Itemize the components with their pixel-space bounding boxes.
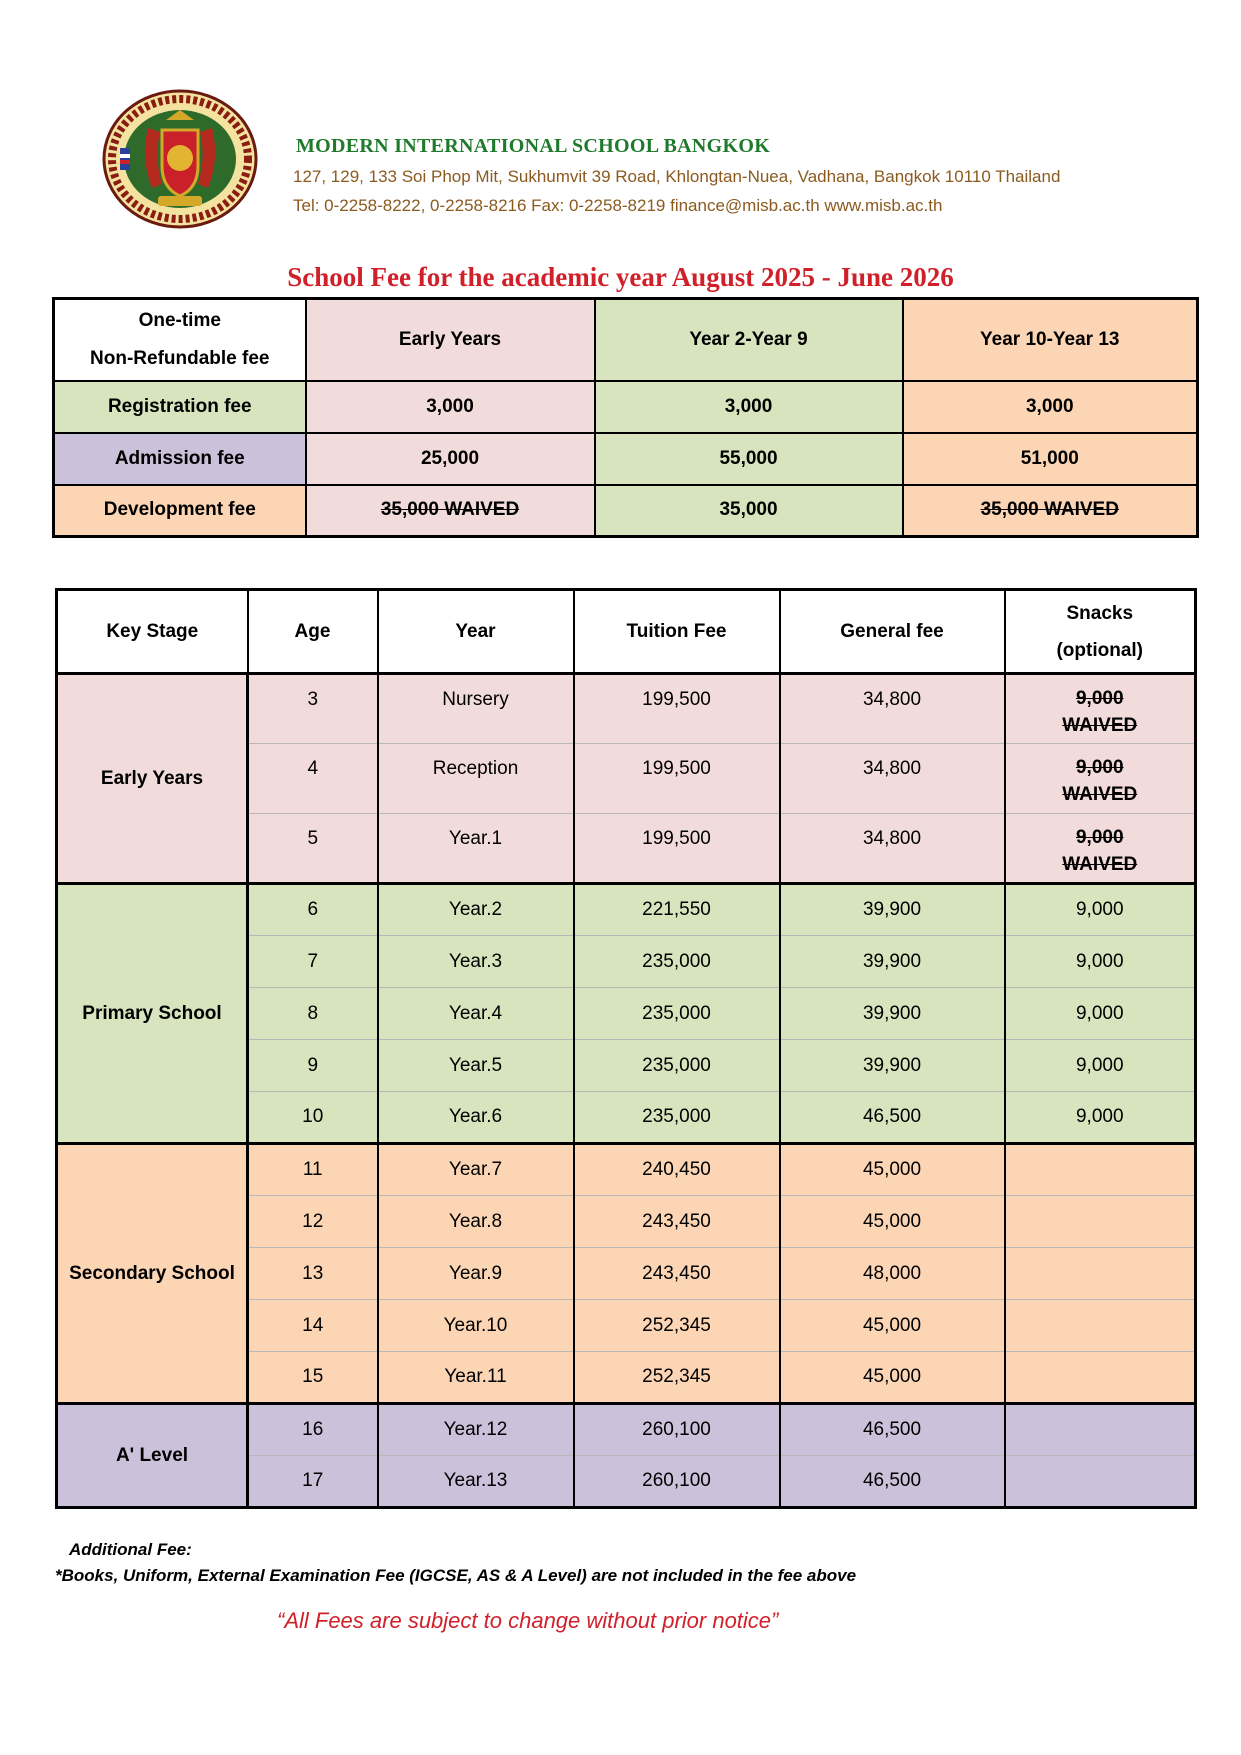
cell-snack-waived bbox=[1005, 744, 1196, 814]
cell-age: 15 bbox=[248, 1352, 378, 1404]
cell-year: Year.9 bbox=[378, 1248, 574, 1300]
cell-tuition: 221,550 bbox=[574, 884, 780, 936]
row-label: Registration fee bbox=[54, 381, 306, 433]
cell-tuition: 252,345 bbox=[574, 1300, 780, 1352]
cell-tuition: 260,100 bbox=[574, 1404, 780, 1456]
cell-mid: 3,000 bbox=[595, 381, 903, 433]
onetime-header-line1: One-time bbox=[138, 309, 221, 331]
table-row bbox=[57, 674, 1196, 744]
key-stage-early-years: Early Years bbox=[57, 674, 248, 884]
cell-senior-waived: 35,000 WAIVED bbox=[903, 485, 1198, 537]
cell-age: 12 bbox=[248, 1196, 378, 1248]
onetime-row-admission bbox=[54, 433, 1198, 485]
school-contact: Tel: 0-2258-8222, 0-2258-8216 Fax: 0-2258-8219 finance@misb.ac.th www.misb.ac.th bbox=[293, 196, 943, 215]
onetime-header-early: Early Years bbox=[306, 299, 595, 381]
onetime-row-registration bbox=[54, 381, 1198, 433]
cell-age: 4 bbox=[248, 744, 378, 814]
header-key-stage: Key Stage bbox=[57, 590, 248, 674]
fee-change-notice: “All Fees are subject to change without prior notice” bbox=[277, 1608, 779, 1633]
cell-senior: 3,000 bbox=[903, 381, 1198, 433]
row-label: Admission fee bbox=[54, 433, 306, 485]
onetime-header-senior: Year 10-Year 13 bbox=[903, 299, 1198, 381]
cell-general: 46,500 bbox=[780, 1456, 1005, 1508]
cell-age: 16 bbox=[248, 1404, 378, 1456]
page-title: School Fee for the academic year August 2025 - June 2026 bbox=[287, 262, 954, 292]
header-age: Age bbox=[248, 590, 378, 674]
cell-early: 3,000 bbox=[306, 381, 595, 433]
cell-snack bbox=[1005, 1352, 1196, 1404]
cell-general: 39,900 bbox=[780, 936, 1005, 988]
header-tuition: Tuition Fee bbox=[574, 590, 780, 674]
cell-tuition: 235,000 bbox=[574, 988, 780, 1040]
cell-snack-waived bbox=[1005, 814, 1196, 884]
cell-tuition: 260,100 bbox=[574, 1456, 780, 1508]
cell-age: 17 bbox=[248, 1456, 378, 1508]
onetime-header-label bbox=[54, 299, 306, 381]
cell-year: Year.3 bbox=[378, 936, 574, 988]
cell-year: Year.4 bbox=[378, 988, 574, 1040]
cell-age: 13 bbox=[248, 1248, 378, 1300]
snack-strike-note: WAIVED bbox=[1062, 784, 1138, 805]
cell-tuition: 235,000 bbox=[574, 1040, 780, 1092]
cell-general: 39,900 bbox=[780, 1040, 1005, 1092]
cell-snack: 9,000 bbox=[1005, 988, 1196, 1040]
header-general: General fee bbox=[780, 590, 1005, 674]
cell-year: Year.10 bbox=[378, 1300, 574, 1352]
cell-early-waived: 35,000 WAIVED bbox=[306, 485, 595, 537]
cell-year: Year.6 bbox=[378, 1092, 574, 1144]
cell-year: Year.13 bbox=[378, 1456, 574, 1508]
cell-general: 34,800 bbox=[780, 744, 1005, 814]
cell-general: 45,000 bbox=[780, 1300, 1005, 1352]
cell-senior: 51,000 bbox=[903, 433, 1198, 485]
cell-snack bbox=[1005, 1248, 1196, 1300]
cell-age: 6 bbox=[248, 884, 378, 936]
additional-fee-label: Additional Fee: bbox=[69, 1540, 192, 1559]
cell-age: 9 bbox=[248, 1040, 378, 1092]
snack-strike-note: WAIVED bbox=[1062, 854, 1138, 875]
header-snacks bbox=[1005, 590, 1196, 674]
snack-strike-value: 9,000 bbox=[1075, 757, 1124, 778]
cell-general: 34,800 bbox=[780, 814, 1005, 884]
cell-tuition: 199,500 bbox=[574, 814, 780, 884]
cell-mid: 55,000 bbox=[595, 433, 903, 485]
cell-age: 3 bbox=[248, 674, 378, 744]
onetime-fee-table bbox=[52, 297, 1199, 538]
cell-general: 39,900 bbox=[780, 988, 1005, 1040]
cell-year: Year.5 bbox=[378, 1040, 574, 1092]
cell-tuition: 243,450 bbox=[574, 1248, 780, 1300]
header-snacks-line2: (optional) bbox=[1056, 639, 1144, 661]
key-stage-secondary-school: Secondary School bbox=[57, 1144, 248, 1404]
cell-general: 39,900 bbox=[780, 884, 1005, 936]
onetime-header-row bbox=[54, 299, 1198, 381]
cell-tuition: 240,450 bbox=[574, 1144, 780, 1196]
table-row bbox=[57, 1144, 1196, 1196]
cell-general: 46,500 bbox=[780, 1404, 1005, 1456]
onetime-row-development bbox=[54, 485, 1198, 537]
cell-age: 8 bbox=[248, 988, 378, 1040]
cell-general: 48,000 bbox=[780, 1248, 1005, 1300]
snack-strike-value: 9,000 bbox=[1075, 827, 1124, 848]
row-label: Development fee bbox=[54, 485, 306, 537]
cell-age: 7 bbox=[248, 936, 378, 988]
cell-snack: 9,000 bbox=[1005, 1092, 1196, 1144]
cell-age: 11 bbox=[248, 1144, 378, 1196]
school-address: 127, 129, 133 Soi Phop Mit, Sukhumvit 39 Road, Khlongtan-Nuea, Vadhana, Bangkok 10110 Thailand bbox=[293, 167, 1061, 186]
cell-mid: 35,000 bbox=[595, 485, 903, 537]
cell-general: 45,000 bbox=[780, 1352, 1005, 1404]
cell-snack bbox=[1005, 1404, 1196, 1456]
key-stage-primary-school: Primary School bbox=[57, 884, 248, 1144]
cell-year: Reception bbox=[378, 744, 574, 814]
cell-snack-waived bbox=[1005, 674, 1196, 744]
table-row bbox=[57, 1404, 1196, 1456]
cell-snack: 9,000 bbox=[1005, 936, 1196, 988]
tuition-fee-table bbox=[55, 588, 1197, 1509]
fee-exclusions-note: *Books, Uniform, External Examination Fee (IGCSE, AS & A Level) are not included in the fee above bbox=[55, 1566, 857, 1585]
cell-year: Year.7 bbox=[378, 1144, 574, 1196]
header-year: Year bbox=[378, 590, 574, 674]
onetime-header-line2: Non-Refundable fee bbox=[90, 347, 270, 369]
cell-tuition: 243,450 bbox=[574, 1196, 780, 1248]
fee-header-row bbox=[57, 590, 1196, 674]
cell-tuition: 199,500 bbox=[574, 674, 780, 744]
cell-age: 10 bbox=[248, 1092, 378, 1144]
cell-age: 5 bbox=[248, 814, 378, 884]
cell-general: 46,500 bbox=[780, 1092, 1005, 1144]
cell-snack: 9,000 bbox=[1005, 1040, 1196, 1092]
cell-year: Year.2 bbox=[378, 884, 574, 936]
snack-strike-value: 9,000 bbox=[1075, 688, 1124, 709]
cell-snack: 9,000 bbox=[1005, 884, 1196, 936]
cell-age: 14 bbox=[248, 1300, 378, 1352]
cell-general: 34,800 bbox=[780, 674, 1005, 744]
cell-snack bbox=[1005, 1300, 1196, 1352]
cell-tuition: 199,500 bbox=[574, 744, 780, 814]
cell-year: Year.12 bbox=[378, 1404, 574, 1456]
school-name: MODERN INTERNATIONAL SCHOOL BANGKOK bbox=[296, 135, 771, 157]
cell-tuition: 235,000 bbox=[574, 1092, 780, 1144]
table-row bbox=[57, 884, 1196, 936]
cell-tuition: 252,345 bbox=[574, 1352, 780, 1404]
cell-year: Year.11 bbox=[378, 1352, 574, 1404]
cell-snack bbox=[1005, 1456, 1196, 1508]
school-crest-icon bbox=[100, 88, 260, 230]
cell-year: Year.8 bbox=[378, 1196, 574, 1248]
cell-early: 25,000 bbox=[306, 433, 595, 485]
cell-snack bbox=[1005, 1144, 1196, 1196]
cell-general: 45,000 bbox=[780, 1144, 1005, 1196]
cell-year: Nursery bbox=[378, 674, 574, 744]
cell-tuition: 235,000 bbox=[574, 936, 780, 988]
cell-snack bbox=[1005, 1196, 1196, 1248]
cell-year: Year.1 bbox=[378, 814, 574, 884]
snack-strike-note: WAIVED bbox=[1062, 715, 1138, 736]
cell-general: 45,000 bbox=[780, 1196, 1005, 1248]
key-stage-a-level: A' Level bbox=[57, 1404, 248, 1508]
header-snacks-line1: Snacks bbox=[1066, 602, 1134, 624]
onetime-header-mid: Year 2-Year 9 bbox=[595, 299, 903, 381]
